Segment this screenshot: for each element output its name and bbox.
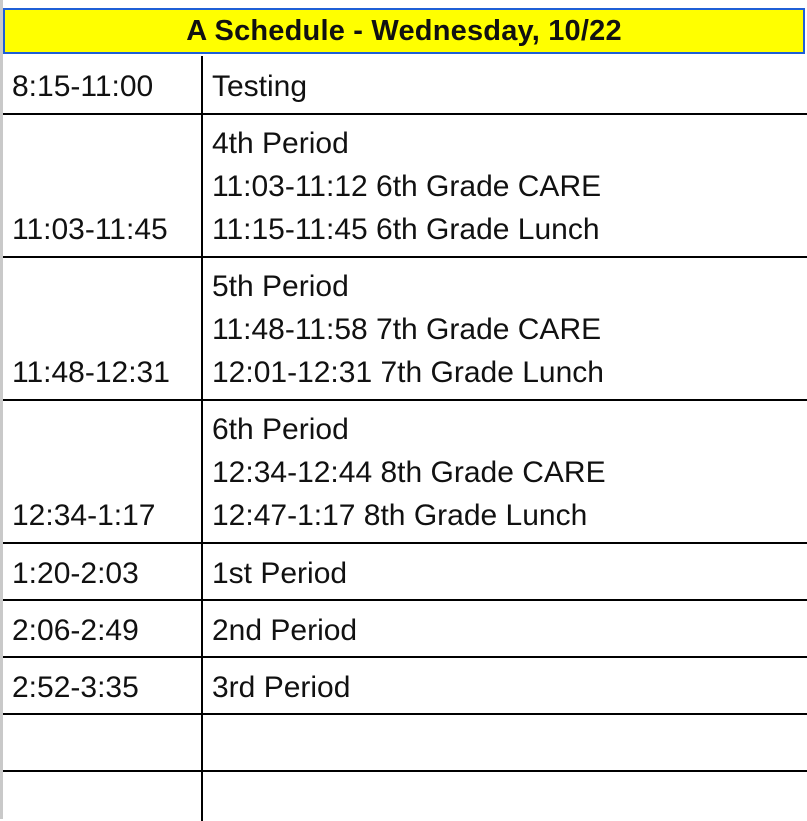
- activity-line: Testing: [212, 70, 308, 103]
- time-cell[interactable]: [3, 543, 202, 600]
- time-text: 12:34-1:17: [12, 499, 156, 532]
- time-cell[interactable]: [3, 114, 202, 257]
- activity-line: 5th Period: [212, 270, 349, 303]
- time-cell[interactable]: [3, 657, 202, 714]
- activity-cell[interactable]: [202, 114, 807, 257]
- time-text: 2:06-2:49: [12, 614, 139, 647]
- activity-line: 11:48-11:58 7th Grade CARE: [212, 313, 602, 346]
- table-row: [3, 56, 807, 114]
- time-text: 11:48-12:31: [12, 356, 170, 389]
- schedule-title-text: A Schedule - Wednesday, 10/22: [186, 14, 622, 47]
- time-cell[interactable]: [3, 771, 202, 821]
- activity-line: 12:01-12:31 7th Grade Lunch: [212, 356, 604, 389]
- time-text: 1:20-2:03: [12, 557, 139, 590]
- activity-cell[interactable]: [202, 657, 807, 714]
- table-row: [3, 714, 807, 771]
- activity-line: 4th Period: [212, 127, 349, 160]
- activity-line: 3rd Period: [212, 671, 351, 704]
- activity-line: 1st Period: [212, 557, 348, 590]
- table-row: [3, 114, 807, 257]
- time-text: 2:52-3:35: [12, 671, 139, 704]
- table-row: [3, 400, 807, 543]
- activity-line: 12:34-12:44 8th Grade CARE: [212, 456, 606, 489]
- schedule-title[interactable]: [3, 8, 805, 54]
- table-row: [3, 771, 807, 821]
- activity-cell[interactable]: [202, 771, 807, 821]
- time-text: 11:03-11:45: [12, 213, 168, 246]
- time-cell[interactable]: [3, 600, 202, 657]
- activity-line: 2nd Period: [212, 614, 358, 647]
- time-cell[interactable]: [3, 257, 202, 400]
- table-row: [3, 657, 807, 714]
- activity-cell[interactable]: [202, 714, 807, 771]
- activity-cell[interactable]: [202, 56, 807, 114]
- time-text: 8:15-11:00: [12, 70, 154, 103]
- activity-line: 11:03-11:12 6th Grade CARE: [212, 170, 602, 203]
- activity-cell[interactable]: [202, 600, 807, 657]
- activity-line: 12:47-1:17 8th Grade Lunch: [212, 499, 588, 532]
- activity-cell[interactable]: [202, 400, 807, 543]
- activity-cell[interactable]: [202, 543, 807, 600]
- activity-line: 6th Period: [212, 413, 349, 446]
- activity-line: 11:15-11:45 6th Grade Lunch: [212, 213, 600, 246]
- activity-cell[interactable]: [202, 257, 807, 400]
- schedule-table: [3, 56, 807, 821]
- table-row: [3, 600, 807, 657]
- table-row: [3, 543, 807, 600]
- time-cell[interactable]: [3, 714, 202, 771]
- table-row: [3, 257, 807, 400]
- time-cell[interactable]: [3, 400, 202, 543]
- time-cell[interactable]: [3, 56, 202, 114]
